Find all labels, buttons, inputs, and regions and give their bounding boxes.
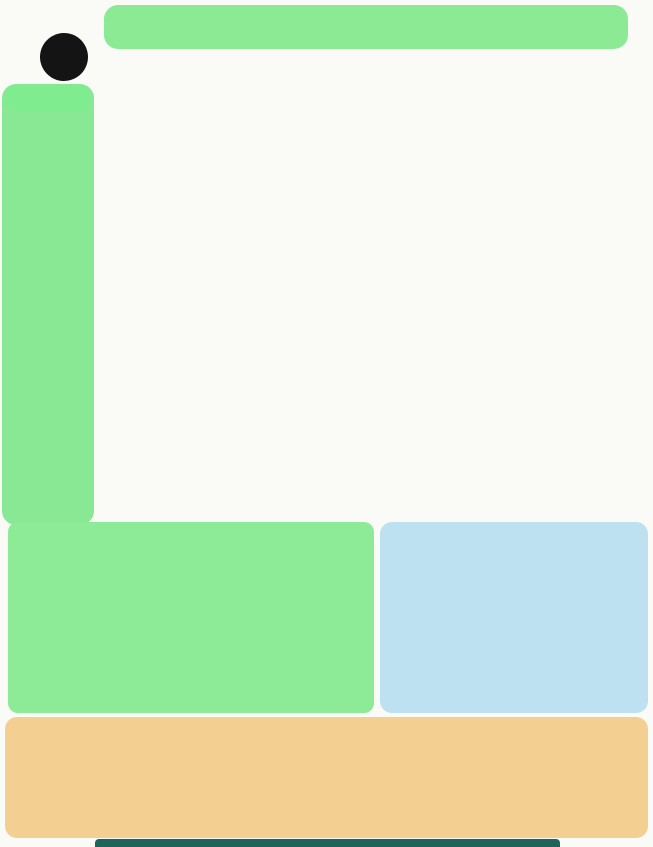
row-header-stripe (2, 84, 94, 525)
corner-products-label (6, 85, 90, 112)
footer-panel (5, 717, 648, 838)
inhibitors-panel (380, 522, 648, 713)
title-banner (104, 5, 628, 49)
bottom-teal-bar (95, 839, 560, 847)
risk-legend-panel (8, 522, 374, 713)
